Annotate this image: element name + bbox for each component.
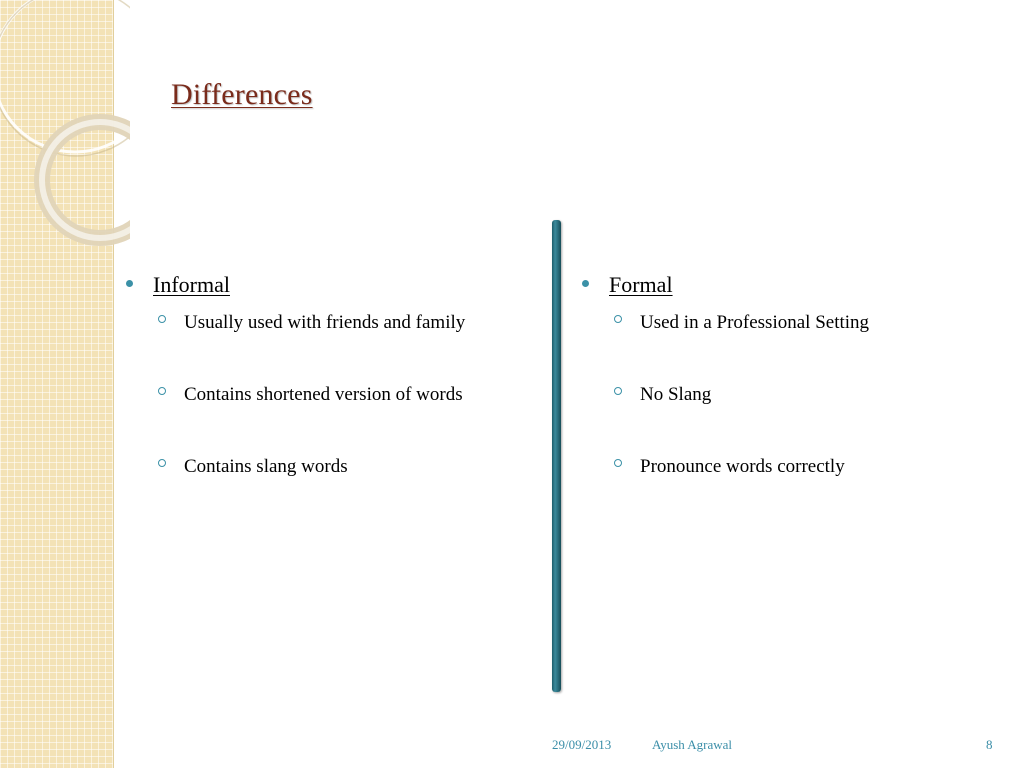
list-item bbox=[614, 304, 1000, 376]
slide-title: Differences bbox=[171, 78, 313, 111]
bullet-dot-icon bbox=[582, 280, 589, 287]
list-item bbox=[158, 376, 544, 448]
bullet-dot-icon bbox=[126, 280, 133, 287]
formal-list bbox=[580, 304, 1000, 520]
list-item-text: Used in a Professional Setting bbox=[640, 312, 870, 333]
circle-bullet-icon bbox=[158, 459, 166, 467]
list-item-text: Contains shortened version of words bbox=[184, 384, 463, 405]
formal-heading: Formal bbox=[609, 272, 673, 297]
formal-heading-row bbox=[580, 272, 1000, 304]
informal-list bbox=[124, 304, 544, 520]
list-item bbox=[614, 448, 1000, 520]
list-item-text: Contains slang words bbox=[184, 456, 348, 477]
footer-author: Ayush Agrawal bbox=[652, 737, 733, 752]
footer-date: 29/09/2013 bbox=[552, 737, 612, 752]
list-item bbox=[158, 448, 544, 520]
informal-column bbox=[124, 272, 544, 520]
list-item-text: Usually used with friends and family bbox=[184, 312, 466, 333]
informal-heading-row bbox=[124, 272, 544, 304]
list-item-text: No Slang bbox=[640, 384, 712, 405]
list-item bbox=[614, 376, 1000, 448]
footer-page-number: 8 bbox=[986, 737, 993, 752]
list-item-text: Pronounce words correctly bbox=[640, 456, 845, 477]
circle-bullet-icon bbox=[614, 459, 622, 467]
circle-bullet-icon bbox=[614, 387, 622, 395]
formal-column bbox=[580, 272, 1000, 520]
decorative-side-strip bbox=[0, 0, 114, 768]
informal-heading: Informal bbox=[153, 272, 230, 297]
circle-bullet-icon bbox=[158, 315, 166, 323]
list-item bbox=[158, 304, 544, 376]
column-divider bbox=[552, 220, 561, 692]
circle-bullet-icon bbox=[614, 315, 622, 323]
circle-bullet-icon bbox=[158, 387, 166, 395]
